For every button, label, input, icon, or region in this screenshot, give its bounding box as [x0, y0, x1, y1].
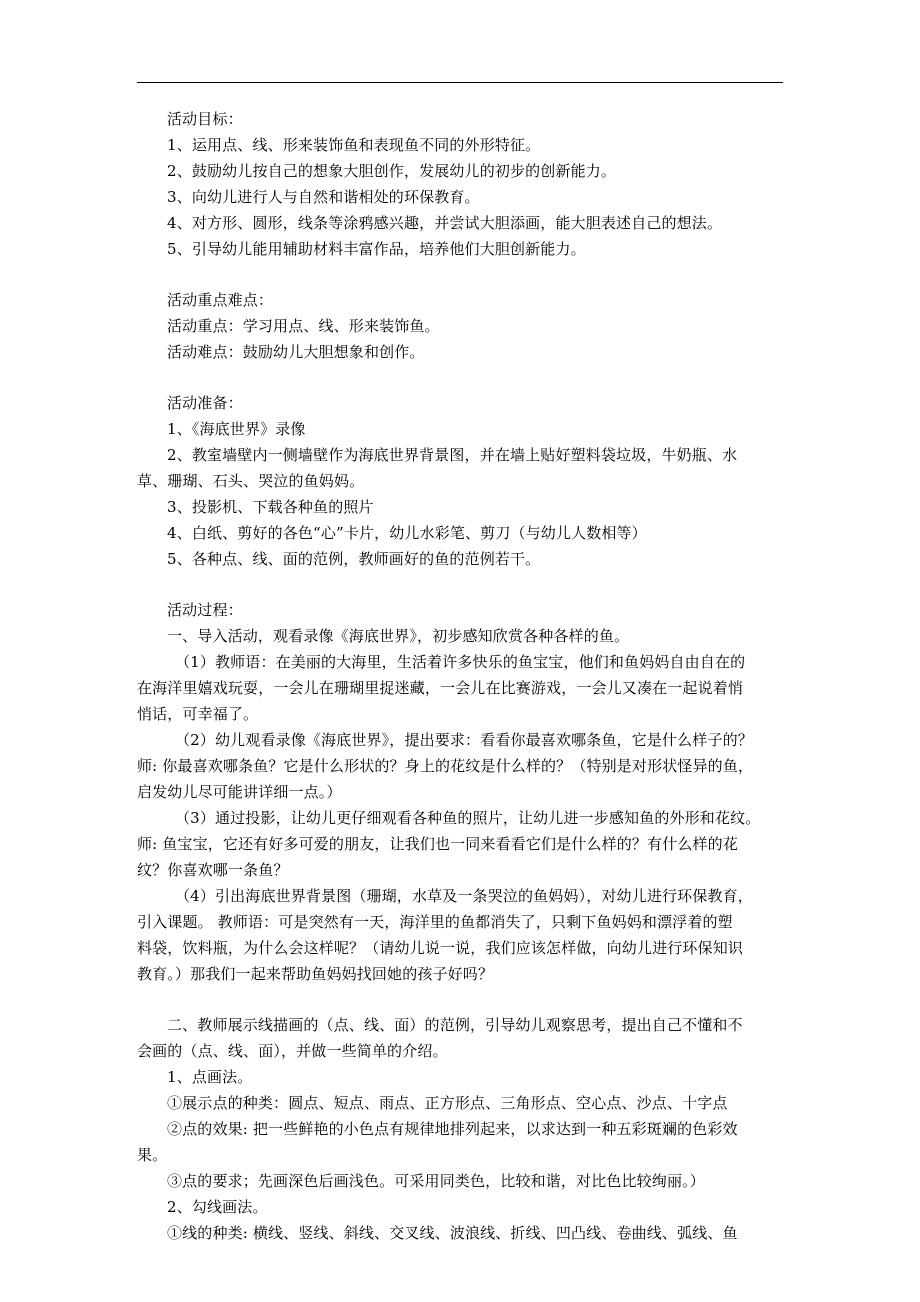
text-line: 在海洋里嬉戏玩耍，一会儿在珊瑚里捉迷藏，一会儿在比赛游戏，一会儿又凑在一起说着悄 [137, 679, 744, 697]
text-line: 活动难点：鼓励幼儿大胆想象和创作。 [167, 343, 425, 361]
text-line: 2、教室墙壁内一侧墙壁作为海底世界背景图，并在墙上贴好塑料袋垃圾，牛奶瓶、水 [167, 446, 738, 464]
header-rule [137, 82, 783, 83]
text-line: 果。 [137, 1146, 168, 1164]
text-line: （4）引出海底世界背景图（珊瑚，水草及一条哭泣的鱼妈妈），对幼儿进行环保教育， [175, 887, 753, 905]
text-line: 启发幼儿尽可能讲详细一点。） [137, 783, 342, 801]
text-line: 活动过程： [167, 601, 243, 619]
text-line: 会画的（点、线、面），并做一些简单的介绍。 [137, 1042, 448, 1060]
paragraph-gap [137, 262, 787, 287]
text-line: 5、各种点、线、面的范例，教师画好的鱼的范例若干。 [167, 550, 541, 568]
text-line: 3、投影机、下载各种鱼的照片 [167, 498, 374, 516]
paragraph-gap [137, 987, 787, 1012]
text-line: 2、鼓励幼儿按自己的想象大胆创作，发展幼儿的初步的创新能力。 [167, 162, 617, 180]
text-line: 5、引导幼儿能用辅助材料丰富作品，培养他们大胆创新能力。 [167, 240, 586, 258]
text-line: （1）教师语：在美丽的大海里，生活着许多快乐的鱼宝宝，他们和鱼妈妈自由自在的 [175, 653, 746, 671]
text-line: 纹？你喜欢哪一条鱼？ [137, 861, 289, 879]
text-line: 2、勾线画法。 [167, 1198, 268, 1216]
text-line: ③点的要求；先画深色后画浅色。可采用同类色，比较和谐，对比色比较绚丽。） [167, 1172, 705, 1190]
text-line: 草、珊瑚、石头、哭泣的鱼妈妈。 [137, 472, 365, 490]
text-line: 3、向幼儿进行人与自然和谐相处的环保教育。 [167, 188, 480, 206]
text-line: 1、《海底世界》录像 [167, 420, 306, 438]
text-line: ①展示点的种类：圆点、短点、雨点、正方形点、三角形点、空心点、沙点、十字点 [167, 1094, 728, 1112]
text-line: 料袋，饮料瓶，为什么会这样呢？（请幼儿说一说，我们应该怎样做，向幼儿进行环保知识 [137, 939, 744, 957]
text-line: ②点的效果: 把一些鲜艳的小色点有规律地排列起来，以求达到一种五彩斑斓的色彩效 [167, 1120, 738, 1138]
text-line: 1、运用点、线、形来装饰鱼和表现鱼不同的外形特征。 [167, 136, 541, 154]
text-line: 4、白纸、剪好的各色“心”卡片，幼儿水彩笔、剪刀（与幼儿人数相等） [167, 524, 647, 542]
text-line: 活动准备： [167, 394, 243, 412]
text-line: （2）幼儿观看录像《海底世界》，提出要求：看看你最喜欢哪条鱼，它是什么样子的？ [175, 731, 753, 749]
paragraph-gap [137, 365, 787, 390]
text-line: 1、点画法。 [167, 1068, 253, 1086]
text-line: 活动目标： [167, 110, 243, 128]
text-line: 悄话，可幸福了。 [137, 705, 259, 723]
text-line: 活动重点：学习用点、线、形来装饰鱼。 [167, 317, 440, 335]
paragraph-gap [137, 572, 787, 597]
text-line: 教育。）那我们一起来帮助鱼妈妈找回她的孩子好吗？ [137, 965, 494, 983]
text-line: 一、导入活动，观看录像《海底世界》，初步感知欣赏各种各样的鱼。 [167, 627, 630, 645]
text-line: 师: 鱼宝宝，它还有好多可爱的朋友，让我们也一同来看看它们是什么样的？有什么样的花 [137, 835, 738, 853]
text-line: 二、教师展示线描画的（点、线、面）的范例，引导幼儿观察思考，提出自己不懂和不 [167, 1016, 743, 1034]
text-line: 师: 你最喜欢哪条鱼？它是什么形状的？身上的花纹是什么样的？（特别是对形状怪异的鱼， [137, 757, 754, 775]
text-line: ①线的种类: 横线、竖线、斜线、交叉线、波浪线、折线、凹凸线、卷曲线、弧线、鱼 [167, 1224, 738, 1242]
text-line: （3）通过投影，让幼儿更仔细观看各种鱼的照片，让幼儿进一步感知鱼的外形和花纹。 [175, 809, 761, 827]
text-line: 4、对方形、圆形，线条等涂鸦感兴趣，并尝试大胆添画，能大胆表述自己的想法。 [167, 214, 723, 232]
text-line: 引入课题。 教师语：可是突然有一天，海洋里的鱼都消失了，只剩下鱼妈妈和漂浮着的塑 [137, 913, 733, 931]
text-line: 活动重点难点： [167, 291, 274, 309]
document-body [137, 106, 787, 1246]
